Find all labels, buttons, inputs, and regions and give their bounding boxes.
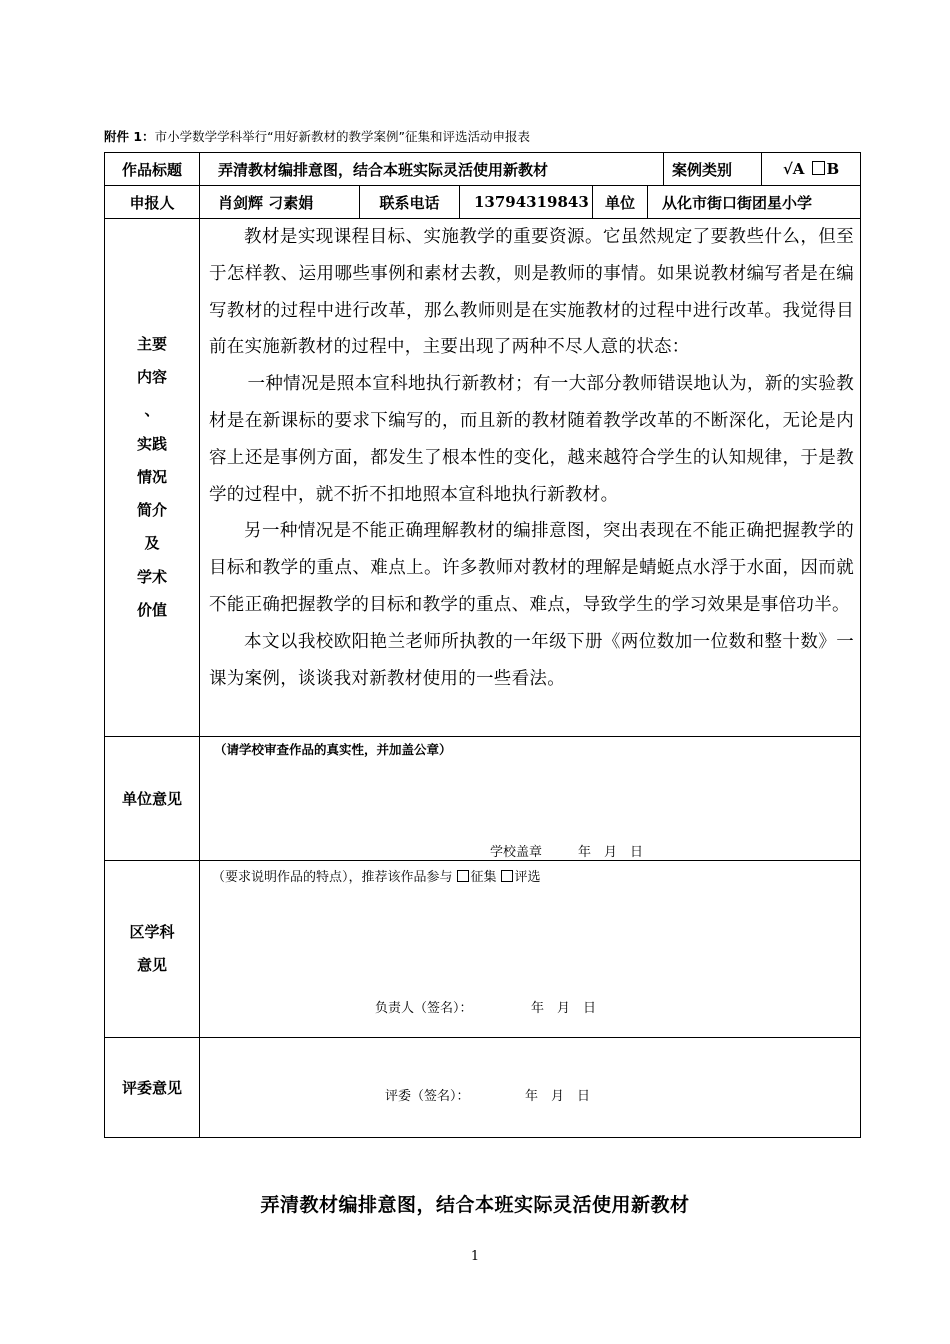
content-row xyxy=(105,219,861,737)
district-opinion-cell xyxy=(200,861,861,1038)
heading-prefix: 附件 1： xyxy=(104,129,155,144)
judge-opinion-row xyxy=(105,1038,861,1138)
category-label: 案例类别 xyxy=(664,153,762,186)
content-paragraph: 教材是实现课程目标、实施教学的重要资源。它虽然规定了要教些什么，但至于怎样教、运用哪些事例和素材去教，则是教师的事情。如果说教材编写者是在编写教材的过程中进行改革，那么教师则是在实施教材的过程中进行改革。我觉得目前在实施新教材的过程中，主要出现了两种不尽人意的状态： xyxy=(209,227,855,358)
content-paragraph: 本文以我校欧阳艳兰老师所执教的一年级下册《两位数加一位数和整十数》一课为案例，谈谈我对新教材使用的一些看法。 xyxy=(209,631,855,689)
content-label-cell xyxy=(105,219,200,737)
option-evaluate: 评选 xyxy=(514,870,541,885)
district-opinion-label: 区学科 意见 xyxy=(105,861,200,1038)
page-number: 1 xyxy=(470,1249,480,1264)
heading-text: 市小学数学学科举行“用好新教材的教学案例”征集和评选活动申报表 xyxy=(154,129,531,144)
applicant-value: 肖剑辉 刁素娟 xyxy=(200,186,360,219)
checkbox-b-icon xyxy=(812,161,825,175)
unit-opinion-row xyxy=(105,737,861,861)
title-value: 弄清教材编排意图，结合本班实际灵活使用新教材 xyxy=(200,153,664,186)
applicant-row xyxy=(105,186,861,219)
unit-label: 单位 xyxy=(593,186,648,219)
checkbox-collect-icon[interactable] xyxy=(457,870,469,882)
application-form-table xyxy=(104,152,861,1138)
unit-opinion-note: （请学校审查作品的真实性，并加盖公章） xyxy=(214,742,452,757)
district-opinion-note: （要求说明作品的特点），推荐该作品参与 xyxy=(212,870,453,885)
district-signer-label: 负责人（签名）： xyxy=(375,1001,473,1016)
judge-opinion-date: 年 月 日 xyxy=(525,1089,591,1104)
unit-opinion-cell xyxy=(200,737,861,861)
district-opinion-row xyxy=(105,861,861,1038)
form-heading xyxy=(104,127,530,145)
checkbox-evaluate-icon[interactable] xyxy=(501,870,513,882)
content-paragraph: 另一种情况是不能正确理解教材的编排意图，突出表现在不能正确把握教学的目标和教学的重点、难点上。许多教师对教材的理解是蜻蜓点水浮于水面，因而就不能正确把握教学的目标和教学的重点、难点，导致学生的学习效果是事倍功半。 xyxy=(209,521,855,615)
school-stamp-label: 学校盖章 xyxy=(490,845,543,860)
phone-value: 13794319843 xyxy=(460,186,593,219)
district-opinion-date: 年 月 日 xyxy=(531,1001,597,1016)
unit-opinion-label: 单位意见 xyxy=(105,737,200,861)
judge-opinion-cell xyxy=(200,1038,861,1138)
content-section-label: 主要 内容 、 实践 情况 简介 及 学术 价值 xyxy=(136,335,167,619)
unit-value: 从化市街口街团星小学 xyxy=(648,186,861,219)
title-row xyxy=(105,153,861,186)
category-b: B xyxy=(826,160,840,178)
content-paragraph: 一种情况是照本宣科地执行新教材；有一大部分教师错误地认为，新的实验教材是在新课标的要求下编写的，而且新的教材随着教学改革的不断深化，无论是内容上还是事例方面，都发生了根本性的变化，越来越符合学生的认知规律，于是教学的过程中，就不折不扣地照本宣科地执行新教材。 xyxy=(209,374,855,505)
district-opinion-note-line xyxy=(212,866,541,885)
category-a: √A xyxy=(782,160,805,178)
title-label: 作品标题 xyxy=(105,153,200,186)
option-collect: 征集 xyxy=(470,870,497,885)
judge-signer-label: 评委（签名）： xyxy=(385,1089,470,1104)
category-options xyxy=(762,153,861,186)
unit-opinion-date: 年 月 日 xyxy=(578,845,644,860)
phone-label: 联系电话 xyxy=(360,186,460,219)
judge-opinion-label: 评委意见 xyxy=(105,1038,200,1138)
document-title: 弄清教材编排意图，结合本班实际灵活使用新教材 xyxy=(260,1194,690,1216)
content-body xyxy=(200,219,861,737)
applicant-label: 申报人 xyxy=(105,186,200,219)
